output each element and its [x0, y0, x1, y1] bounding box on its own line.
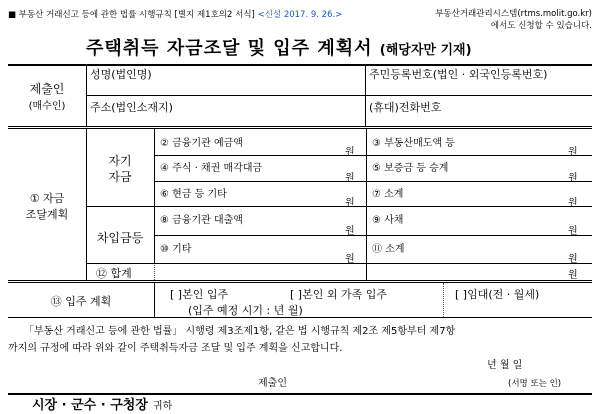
online-application-note [435, 8, 592, 32]
bank-loan-label[interactable]: ⑧ 금융기관 대출액 [160, 215, 243, 226]
funding-plan-label: ① 자금 [29, 192, 65, 205]
unit-won: 원 [568, 198, 578, 209]
borrowed-subtotal-label[interactable]: ⑪ 소계 [372, 244, 405, 255]
submitter-label: 제출인 [29, 82, 65, 96]
recipient-title: 시장 · 군수 · 구청장 [32, 398, 148, 413]
borrowed-bottom-divider [86, 263, 592, 264]
planned-move-in-date[interactable]: (입주 예정 시기 : 년 월) [188, 304, 303, 317]
registration-number-field-label[interactable]: 주민등록번호(법인 · 외국인등록번호) [369, 68, 548, 81]
phone-field-label[interactable]: (휴대)전화번호 [369, 101, 442, 114]
move-in-plan-label: ⑬ 입주 계획 [50, 295, 112, 308]
unit-won: 원 [568, 254, 578, 265]
borrowed-funds-label: 차입금등 [96, 231, 144, 245]
unit-won: 원 [345, 198, 355, 209]
borrowed-other-label[interactable]: ⑩ 기타 [160, 244, 192, 255]
deposit-succession-label[interactable]: ⑤ 보증금 등 승계 [372, 163, 449, 174]
own-subtotal-label[interactable]: ⑦ 소계 [372, 189, 404, 200]
form-new-date: <신설 2017. 9. 26.> [257, 10, 343, 20]
private-loan-label[interactable]: ⑨ 사채 [372, 215, 404, 226]
own-funds-label: 자기 [108, 154, 132, 168]
funding-subgroup-divider [154, 129, 155, 263]
submitter-sublabel: (매수인) [28, 101, 66, 112]
movein-dotted-divider [443, 283, 444, 317]
unit-won: 원 [345, 147, 355, 158]
own-row2-divider [154, 181, 592, 182]
unit-won: 원 [345, 173, 355, 184]
unit-won: 원 [568, 147, 578, 158]
own-funds-label-2: 자금 [108, 170, 132, 184]
lease-checkbox[interactable]: [ ]임대(전 · 월세) [455, 288, 540, 301]
funding-top-border [8, 128, 592, 129]
online-system-url: 부동산거래관리시스템(rtms.molit.go.kr) [435, 9, 592, 19]
family-move-in-checkbox[interactable]: [ ]본인 외 가족 입주 [290, 288, 387, 301]
online-application-text: 에서도 신청할 수 있습니다. [490, 21, 592, 31]
address-field-label[interactable]: 주소(법인소재지) [90, 101, 173, 114]
submitter-bottom-border [8, 126, 592, 127]
unit-won: 원 [345, 226, 355, 237]
form-reference-note [8, 8, 342, 20]
own-bottom-divider [86, 206, 592, 207]
recipient [32, 394, 172, 413]
unit-won: 원 [568, 226, 578, 237]
unit-won: 원 [568, 173, 578, 184]
declaration-date[interactable]: 년 월 일 [487, 360, 523, 371]
submitter-row-divider [86, 95, 592, 96]
property-sale-label[interactable]: ③ 부동산매도액 등 [372, 138, 455, 149]
form-title [86, 34, 472, 60]
unit-won: 원 [345, 254, 355, 265]
total-dotted-divider [154, 263, 155, 280]
borrowed-row-divider [154, 235, 592, 236]
bank-deposit-label[interactable]: ② 금융기관 예금액 [160, 138, 243, 149]
form-reference-text: ■ 부동산 거래신고 등에 관한 법률 시행규칙 [별지 제1호의2 서식] [8, 10, 255, 20]
cash-other-label[interactable]: ⑥ 현금 등 기타 [160, 189, 227, 200]
funding-mid-divider [366, 129, 367, 280]
declaration-submitter-label: 제출인 [258, 378, 287, 389]
movein-label-divider [154, 283, 155, 317]
form-title-sub: (해당자만 기재) [379, 43, 472, 58]
name-field-label[interactable]: 성명(법인명) [90, 68, 152, 81]
recipient-suffix: 귀하 [152, 401, 173, 412]
declaration-text-line1: 「부동산 거래신고 등에 관한 법률」 시행령 제3조제1항, 같은 법 시행규칙 제2조 제5항부터 제7항 [24, 326, 456, 337]
own-row1-divider [154, 155, 592, 156]
movein-top-border [8, 282, 592, 283]
self-move-in-checkbox[interactable]: [ ]본인 입주 [170, 288, 229, 301]
stocks-bonds-label[interactable]: ④ 주식 · 채권 매각대금 [160, 163, 263, 174]
signature-note[interactable]: (서명 또는 인) [508, 379, 562, 389]
funding-plan-label-2: 조달계획 [25, 208, 69, 221]
unit-won: 원 [568, 270, 578, 281]
total-label[interactable]: ⑫ 합계 [96, 267, 132, 280]
declaration-text-line2: 까지의 규정에 따라 위와 같이 주택취득자금 조달 및 입주 계획을 신고합니다. [8, 343, 343, 354]
form-title-main: 주택취득 자금조달 및 입주 계획서 [86, 38, 373, 59]
